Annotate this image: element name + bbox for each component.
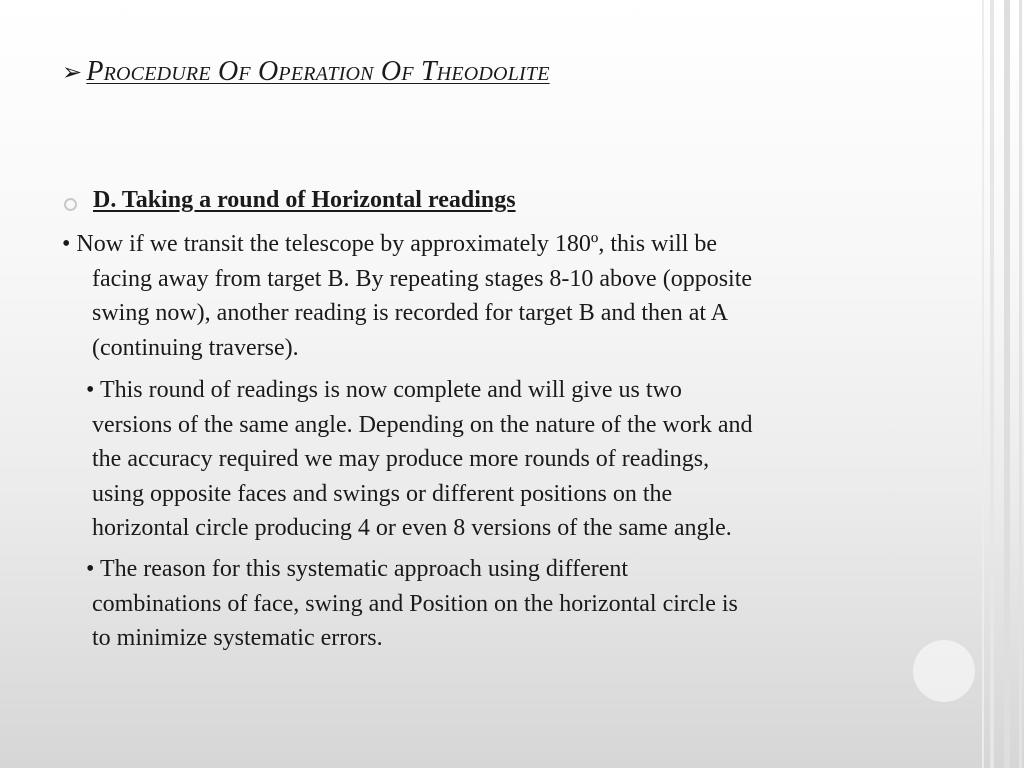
paragraph-round-complete bbox=[86, 373, 886, 546]
stripe bbox=[990, 0, 994, 768]
slide-title bbox=[62, 56, 550, 88]
text-line: (continuing traverse). bbox=[92, 334, 299, 361]
section-heading: D. Taking a round of Horizontal readings bbox=[93, 187, 516, 213]
slide-title-text: Procedure Of Operation Of Theodolite bbox=[86, 56, 550, 87]
arrow-bullet-icon: ➢ bbox=[62, 60, 83, 86]
text-line: facing away from target B. By repeating stages 8-10 above (opposite bbox=[92, 265, 753, 292]
text-line: versions of the same angle. Depending on the nature of the work and bbox=[92, 411, 753, 438]
stripe bbox=[1019, 0, 1022, 768]
paragraph-transit bbox=[62, 227, 862, 365]
text-line: combinations of face, swing and Position on the horizontal circle is bbox=[92, 590, 738, 617]
decorative-circle bbox=[913, 640, 975, 702]
text-line: • This round of readings is now complete and will give us two bbox=[86, 377, 682, 403]
text-line: horizontal circle producing 4 or even 8 versions of the same angle. bbox=[92, 515, 732, 541]
text-line: • Now if we transit the telescope by approximately 180º, this will be bbox=[62, 231, 718, 257]
text-line: swing now), another reading is recorded for target B and then at A bbox=[92, 300, 729, 326]
paragraph-systematic-approach bbox=[86, 552, 886, 656]
text-line: the accuracy required we may produce more rounds of readings, bbox=[92, 446, 710, 472]
text-line: • The reason for this systematic approach using different bbox=[86, 556, 629, 582]
text-line: using opposite faces and swings or different positions on the bbox=[92, 480, 673, 507]
decorative-stripes bbox=[980, 0, 1024, 768]
stripe bbox=[982, 0, 984, 768]
stripe bbox=[1004, 0, 1010, 768]
text-line: to minimize systematic errors. bbox=[92, 625, 383, 651]
circle-bullet-icon bbox=[64, 198, 77, 211]
